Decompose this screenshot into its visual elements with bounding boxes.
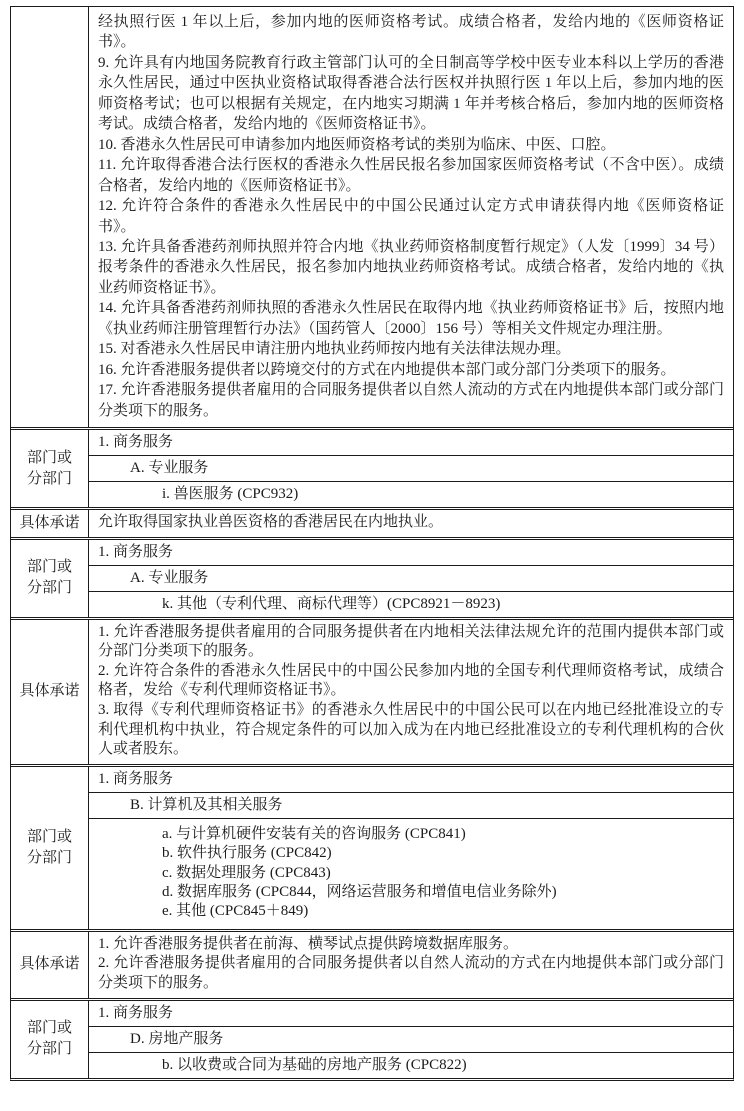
paragraph: 10. 香港永久性居民可申请参加内地医师资格考试的类别为临床、中医、口腔。 (98, 136, 616, 153)
classification-row-level3: k. 其他（专利代理、商标代理等）(CPC8921－8923) (89, 591, 733, 617)
commitment-label-cell (11, 932, 89, 998)
commitment-text-block (89, 620, 733, 764)
section-sector-patent-trademark (11, 537, 733, 617)
paragraph: 12. 允许符合条件的香港永久性居民中的中国公民通过认定方式申请获得内地《医师资格证书》。 (98, 198, 724, 235)
sector-rows (89, 1001, 733, 1078)
sub-list-item: d. 数据库服务 (CPC844，网络运营服务和增值电信业务除外) (162, 884, 557, 901)
paragraph: 2. 允许香港服务提供者雇用的合同服务提供者以自然人流动的方式在内地提供本部门或分部门分类项下的服务。 (98, 955, 724, 992)
paragraph: 9. 允许具有内地国务院教育行政主管部门认可的全日制高等学校中医专业本科以上学历的香港永久性居民，通过中医执业资格试取得香港合法行医权并执照行医 1 年以上后，参加内地的医师资格考试；也可以根据有关规定，在内地实习期满 1 年并考核合格后，参加内地的医师资格考试。成绩合格者，发给内地的《医师资格证书》。 (98, 54, 724, 133)
classification-sub-list (89, 818, 733, 929)
paragraph: 1. 允许香港服务提供者在前海、横琴试点提供跨境数据库服务。 (98, 935, 519, 952)
paragraph: 11. 允许取得香港合法行医权的香港永久性居民报名参加国家医师资格考试（不含中医）。成绩合格者，发给内地的《医师资格证书》。 (98, 157, 724, 194)
sector-label-cell (11, 430, 89, 507)
paragraph: 14. 允许具备香港药剂师执照的香港永久性居民在取得内地《执业药师资格证书》后，按照内地《执业药师注册管理暂行办法》（国药管人〔2000〕156 号）等相关文件规定办理注册。 (98, 300, 724, 337)
commitment-label: 具体承诺 (19, 683, 80, 700)
classification-row-level2: D. 房地产服务 (89, 1026, 733, 1052)
sub-list-item: c. 数据处理服务 (CPC843) (162, 864, 331, 881)
commitments-table (10, 6, 734, 1081)
paragraph: 经执照行医 1 年以上后，参加内地的医师资格考试。成绩合格者，发给内地的《医师资格证书》。 (98, 14, 724, 51)
sector-label-cell (11, 1001, 89, 1078)
section-commitment-patent-trademark (11, 617, 733, 764)
sector-label: 部门或分部门 (26, 828, 72, 866)
paragraph: 15. 对香港永久性居民申请注册内地执业药师按内地有关法律法规办理。 (98, 341, 571, 358)
sector-label-cell (11, 540, 89, 617)
paragraph: 16. 允许香港服务提供者以跨境交付的方式在内地提供本部门或分部门分类项下的服务。 (98, 361, 676, 378)
classification-row-level3: i. 兽医服务 (CPC932) (89, 481, 733, 507)
sector-label: 部门或分部门 (26, 1020, 72, 1058)
sub-list-item: b. 软件执行服务 (CPC842) (162, 845, 332, 862)
section-sector-real-estate (11, 998, 733, 1078)
commitment-label-cell (11, 510, 89, 537)
sector-label-cell (11, 767, 89, 929)
paragraph: 3. 取得《专利代理师资格证书》的香港永久性居民中的中国公民可以在内地已经批准设立的专利代理机构中执业，符合规定条件的可以加入成为在内地已经批准设立的专利代理机构的合伙人或者股东。 (98, 702, 724, 758)
commitment-label: 具体承诺 (19, 956, 80, 973)
paragraph: 允许取得国家执业兽医资格的香港居民在内地执业。 (98, 514, 444, 531)
label-cell-empty (11, 7, 89, 427)
sector-rows (89, 540, 733, 617)
classification-row-level2: A. 专业服务 (89, 455, 733, 481)
classification-row-level1: 1. 商务服务 (98, 434, 174, 451)
paragraph: 13. 允许具备香港药剂师执照并符合内地《执业药师资格制度暂行规定》（人发〔1999〕34 号）报考条件的香港永久性居民，报名参加内地执业药师资格考试。成绩合格者，发给内地的《执业药师资格证书》。 (98, 238, 724, 296)
classification-row-level1: 1. 商务服务 (98, 543, 174, 560)
sub-list-item: a. 与计算机硬件安装有关的咨询服务 (CPC841) (162, 825, 466, 842)
commitment-text-block (89, 932, 733, 998)
section-commitment-computer (11, 929, 733, 998)
continuation-text-block (89, 7, 733, 427)
classification-row-level3: b. 以收费或合同为基础的房地产服务 (CPC822) (89, 1052, 733, 1078)
commitment-text-block (89, 510, 733, 537)
classification-row-level1: 1. 商务服务 (98, 1004, 174, 1021)
commitment-label-cell (11, 620, 89, 764)
paragraph: 1. 允许香港服务提供者雇用的合同服务提供者在内地相关法律法规允许的范围内提供本部门或分部门分类项下的服务。 (98, 623, 724, 660)
sector-label: 部门或分部门 (26, 559, 72, 597)
section-commitment-veterinary (11, 507, 733, 537)
sector-label: 部门或分部门 (26, 449, 72, 487)
classification-row-level1: 1. 商务服务 (98, 770, 174, 787)
paragraph: 2. 允许符合条件的香港永久性居民中的中国公民参加内地的全国专利代理师资格考试，成绩合格者，发给《专利代理师资格证书》。 (98, 662, 724, 699)
sub-list-item: e. 其他 (CPC845＋849) (162, 903, 309, 920)
paragraph: 17. 允许香港服务提供者雇用的合同服务提供者以自然人流动的方式在内地提供本部门或分部门分类项下的服务。 (98, 382, 724, 419)
sector-rows (89, 767, 733, 929)
sector-rows (89, 430, 733, 507)
classification-row-level2: B. 计算机及其相关服务 (89, 792, 733, 818)
classification-row-level2: A. 专业服务 (89, 565, 733, 591)
section-continuation (11, 7, 733, 427)
section-sector-computer (11, 764, 733, 929)
section-sector-veterinary (11, 427, 733, 507)
commitment-label: 具体承诺 (19, 514, 80, 531)
